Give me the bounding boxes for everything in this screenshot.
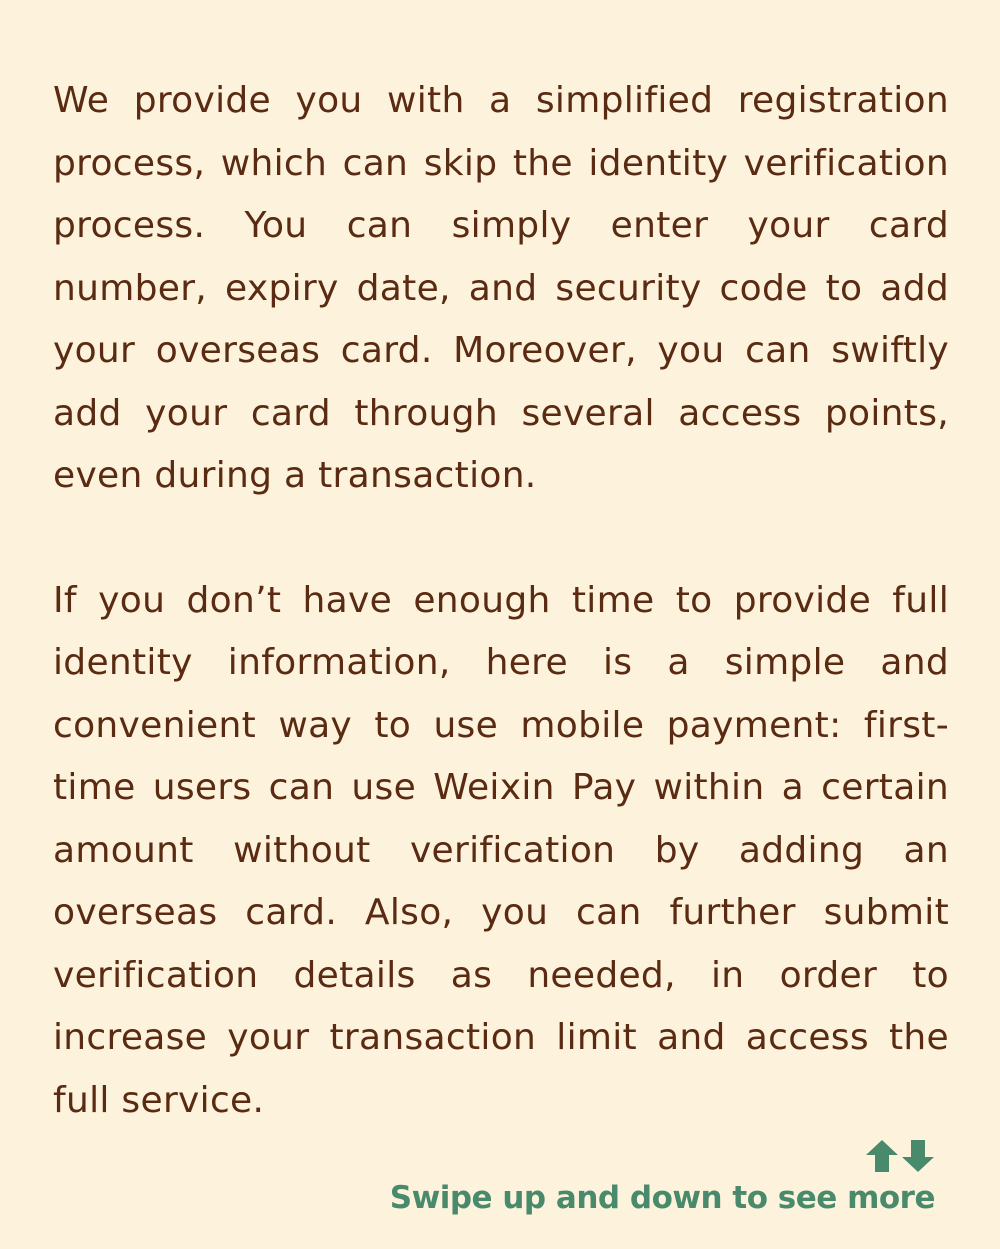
- swipe-hint[interactable]: [390, 1138, 935, 1218]
- article-content: [53, 70, 949, 1132]
- paragraph-registration: We provide you with a simplified registration process, which can skip the identity verification process. You can simply enter your card number, expiry date, and security code to add your overseas card. Moreover, you can swiftly add your card through several access points, even during a transaction.: [53, 80, 949, 496]
- swipe-arrows: [865, 1138, 935, 1174]
- paragraph-verification: If you don’t have enough time to provide full identity information, here is a simple and convenient way to use mobile payment: first-time users can use Weixin Pay within a certain amount without verification by adding an overseas card. Also, you can further submit verification details as needed, in order to increase your transaction limit and access the full service.: [53, 579, 949, 1121]
- arrow-up-icon: [865, 1138, 899, 1174]
- swipe-hint-label: Swipe up and down to see more: [389, 1180, 935, 1216]
- arrow-down-icon: [901, 1138, 935, 1174]
